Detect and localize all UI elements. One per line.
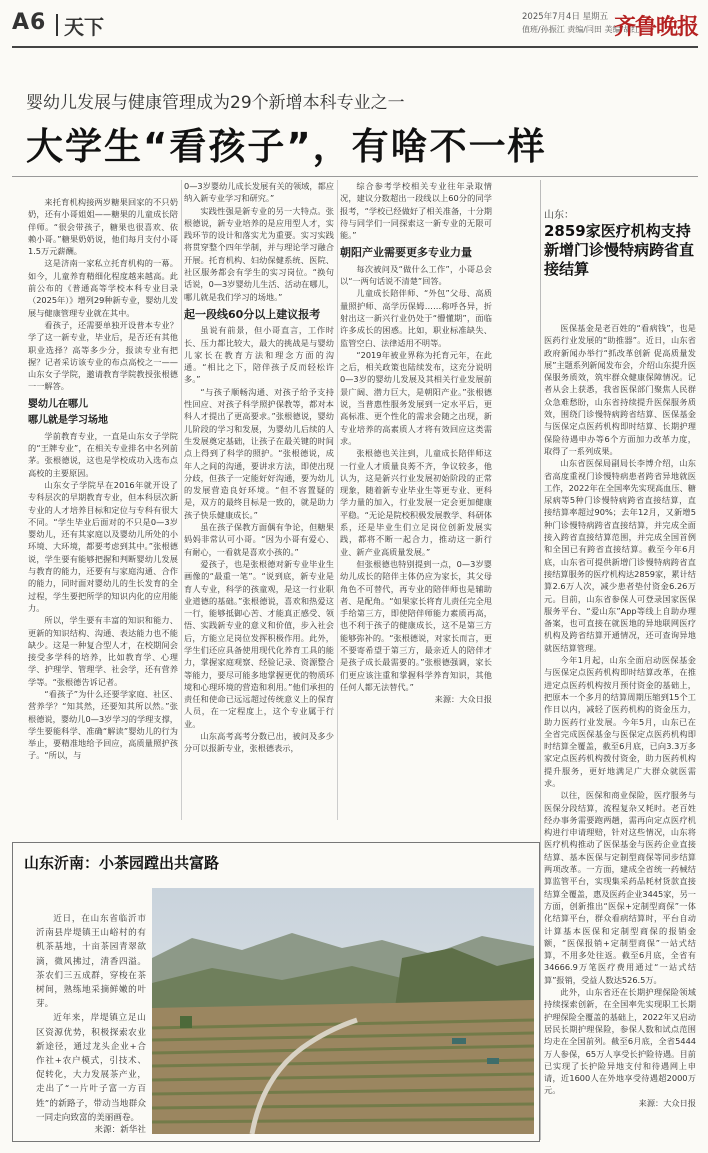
paragraph: 山东省医保局副局长李博介绍，山东省高度重视门诊慢特病患者跨省异地就医工作，2022年在全国率先实现高血压、糖尿病等5种门诊慢特病跨省直接结算，直接结算率超过90%；去年12月，又新增5种门诊慢特病跨省直接结算，并完成全面接入跨省直接结算范围，并完成全国首例和全国已有跨省直接结算。截至今年6月底，山东省可提供新增门诊慢特病跨省直接结算服务的医疗机构达2859家，累计结算2.6万人次，减少患者垫付资金6.26万元。目前，山东省参保人可登录国家医保服务平台、“爱山东”App等线上自助办理备案，也可直接在就医地的异地联网医疗机构及跨省结算开通情况，还可查询异地就医结算管理。 xyxy=(544,458,696,653)
article-source: 来源：大众日报 xyxy=(638,1097,696,1108)
side-article-body xyxy=(544,322,696,1109)
paragraph: 每次被问及“做什么工作”，小哥总会以“一两句话说不清楚”回答。 xyxy=(340,263,492,287)
paragraph: 虽说有前景，但小哥直言，工作时长、压力都比较大，最大的挑战是与婴幼儿家长在教育方法和理念方面的沟通。“相比之下，陪伴孩子反而轻松许多。” xyxy=(184,325,334,385)
paragraph: 爱孩子，也是张根德对新专业毕业生画像的“最重一笔”。“说到底，新专业是育人专业，科学的孩童观，是这一行业职业道德的基础。”张根德说，喜欢和热爱这一行，能够抵御心苦、才能真正感受、领悟、实践新专业的意义和价值，步入社会后，方能立足岗位发挥积极作用。此外，学生们还应具备使用现代化养育工具的能力，掌握家庭观察、经验记录、资源整合等能力，要尽可能多地掌握更优的物质环境和心理环境的营造和利用。”他们承担的责任和使命已远远超过传统意义上的保育人员，在一定程度上，这个专业属于行业。 xyxy=(184,558,334,729)
paragraph: 今年1月起，山东全面启动医保基金与医保定点医药机构即时结算改革，在推进定点医药机构按月预付资金的基础上，把原本一个多月的结算周期压缩到15个工作日以内，减轻了医药机构的资金压力，助力医药行业发展。今年5月，山东已在全省完成医保基金与医保定点医药机构即时结算全覆盖，截至6月底，已向3.3万多家定点医药机构拨付资金，助力医药机构提升服务，更好地满足广大群众就医需求。 xyxy=(544,655,696,788)
paragraph: 山东女子学院早在2016年就开设了专科层次的早期教育专业，但本科层次新专业的人才培养目标和定位与专科有很大不同。“学生毕业后面对的不只是0—3岁婴幼儿，还有其家庭以及婴幼儿所处的小环境、大环境，都要考虑到其中。”张根德说，学生要有能够把握和判断婴幼儿发展与教育的能力，还要有与家庭沟通、合作的能力，同时面对婴幼儿的生长发育的全过程，学生要把所学的知识内化的应用能力。 xyxy=(28,479,178,613)
article-column-2 xyxy=(184,180,334,755)
side-article-title: 2859家医疗机构支持新增门诊慢特病跨省直接结算 xyxy=(544,222,695,278)
article-column-1 xyxy=(28,196,178,762)
editor-credits: 值班/孙振江 责编/闫田 美编/胡红 xyxy=(522,25,640,34)
paragraph: 以往，医保和商业保险，医疗服务与医保分段结算，流程复杂又耗时。老百姓经办事务需要跑两趟，需再向定点医疗机构进行申请理赔，针对这些情况，山东将医疗机构推动了医保基金与医药企业直接结算、基本医保与定制型商保等同步结算两项改革。一方面，建成全省统一药械结算监管平台，实现集采药品耗材货款直接结算全覆盖，惠及医药企业3445家，另一方面，创新推出“医保+定制型商保”一体化结算平台，群众看病结算时，平台自动计算基本医保和定制型商保的报销金额，“医保报销+定制型商保”一站式结算，不用多处往返。截至6月底，全省有34666.9万笔医疗费用通过“一站式结算”报销，受益人数达526.5万。 xyxy=(544,790,696,985)
paragraph: 近年来，岸堤镇立足山区资源优势，积极探索农业新途径，通过龙头企业+合作社+农户模式，引技术、促转化，大力发展茶产业，走出了“一片叶子富一方百姓”的新路子，带动当地群众一同走向致富的美丽画卷。 xyxy=(36,1013,146,1123)
paragraph: 近日，在山东省临沂市沂南县岸堤镇王山峪村的有机茶基地，十亩茶园青翠欲滴，微风拂过，清香四溢。茶农们三五成群，穿梭在茶树间，熟练地采摘鲜嫩的叶芽。 xyxy=(36,914,146,1010)
paragraph: “2019年被业界称为托育元年，在此之后，相关政策也陆续发布，这充分说明0—3岁的婴幼儿发展及其相关行业发展前景广阔、潜力巨大，是朝阳产业。”张根德说，当普惠性服务发展到一定水平后，更高标准、更个性化的需求会随之出现，新专业培养的高素质人才将有效回应这类需求。 xyxy=(340,349,492,446)
paragraph: 0—3岁婴幼儿成长发展有关的领域，都应纳入新专业学习和研究。” xyxy=(184,181,334,204)
paragraph: 此外，山东省还在长期护理保险领域持续探索创新，在全国率先实现职工长期护理保险全覆盖的基础上，2022年又启动居民长期护理保险，参保人数和试点范围均走在全国前列。截至6月底，全省5444万人参保，65万人享受长护险待遇。目前已实现了长护险异地支付和待遇网上申请，近1600人在外地享受待遇超2000万元。 xyxy=(544,987,696,1096)
article-headline: 大学生“看孩子”，有啥不一样 xyxy=(26,125,547,168)
issue-date: 2025年7月4日 星期五 xyxy=(522,12,609,22)
paragraph: 医保基金是老百姓的“看病钱”，也是医药行业发展的“助推器”。近日，山东省政府新闻办举行“抓改革创新 促高质量发展”主题系列新闻发布会，介绍山东提升医保服务质效，筑牢群众健康保障情况。记者从会上获悉，我省医保部门聚焦人民群众急难愁盼，山东省持续提升医保服务质效，围绕门诊慢特病跨省结算、医保基金与医保定点医药机构即时结算、长期护理保险待遇申办等6个方面加力改革力度，取得了一系列成果。 xyxy=(544,323,696,456)
photo-feature-caption xyxy=(36,912,146,1125)
paragraph: “与孩子顺畅沟通、对孩子给予支持性回应、对孩子科学照护保教等，都对本科人才提出了更高要求。”张根德说，婴幼儿阶段的学习和发展，为婴幼儿后续的人生发展奠定基础，让孩子在最关键的时间点上得到了科学的照护。“张根德说，成年人之间的沟通，要讲求方法，即使出现分歧，但孩子一定能好好沟通，要为幼儿的发展营造良好环境。“但不容置疑的是，双方的最终目标是一致的，就是助力孩子快乐健康成长。” xyxy=(184,386,334,520)
paper-logo: 齐鲁晚报 xyxy=(614,14,699,40)
sidebar-divider xyxy=(540,180,541,1140)
subheading: 婴幼儿在哪儿 xyxy=(28,398,88,410)
paragraph: 张根德也关注到，儿童成长陪伴师这一行业人才质量良莠不齐，争议较多，他认为，这是新兴行业发展初始阶段的正常现象，随着新专业毕业生等更专业、更科学力量的加入，行业发展一定会更加健康平稳。“无论是院校积极发展教学、科研体系，还是毕业生们立足岗位创新发展实践，都将不断一起合力，推动这一新行业、新产业高质量发展。” xyxy=(340,448,492,557)
tea-garden-photo xyxy=(152,888,534,1134)
paragraph: 实践性强是新专业的另一大特点。张根德说，新专业培养的是应用型人才，实践环节的设计和落实尤为重要。实习实践将贯穿整个四年学制，并与理论学习融合开展。托育机构、妇幼保健系统、医院、社区服务都会有学生的实习岗位。“换句话说，0—3岁婴幼儿生活、活动在哪儿，哪儿就是我们学习的场地。” xyxy=(184,205,334,302)
article-column-3 xyxy=(340,180,492,705)
paragraph: 山东高考高考分数已出，被问及多少分可以报新专业，张根德表示， xyxy=(184,731,334,754)
paragraph: 这是济南一家私立托育机构的一幕。如今，儿童养育精细化程度越来越高。此前公布的《普通高等学校本科专业目录（2025年）》增列29种新专业，婴幼儿发展与健康管理专业就在其中。 xyxy=(28,258,178,318)
paragraph: 来托育机构接两岁糖果回家的不只奶奶，还有小哥姐姐——糖果的儿童成长陪伴师。“很会带孩子，糖果也很喜欢、依赖小哥。”糖果奶奶说，他们每月支付小哥1.5万元薪酬。 xyxy=(28,197,178,257)
paragraph: 综合参考学校相关专业往年录取情况，建议分数超出一段线以上60分的同学报考，“学校已经做好了相关准备，十分期待与同学们一同探索这一新专业的无限可能。” xyxy=(340,181,492,241)
paragraph: 但张根德也特别提到一点，0—3岁婴幼儿成长的陪伴主体仍应为家长，其父母角色不可替代，再专业的陪伴师也是辅助者、是配角。“如果家长将育儿责任完全甩手给第三方，即使陪伴师能力素质再高，也不利于孩子的健康成长，这不是第三方能够弥补的。“张根德说，对家长而言，更不要寄希望于第三方，最亲近人的陪伴才是孩子成长最需要的。”张根德强调，家长们更应该注重和掌握科学养育知识，其他任何人都无法替代。” xyxy=(340,558,492,692)
page-number: A6 xyxy=(12,10,47,35)
paragraph: 儿童成长陪伴师、“外包”父母、高质量照护师、高学历保姆……称呼各异，折射出这一新兴行业仍处于“懵懂期”，面临许多成长的困惑。比如，职业标准缺失、监管空白、法律适用不明等。 xyxy=(340,288,492,348)
subheading: 朝阳产业需要更多专业力量 xyxy=(340,246,472,260)
paragraph: “看孩子”为什么还要学家庭、社区、营养学？“知其然，还要知其所以然。”张根德说，婴幼儿0—3岁学习的学理支撑，学生要能科学、准确“解读”婴幼儿的行为举止，要精准地给予回应，高质量照护孩子。“所以，与 xyxy=(28,688,178,761)
paragraph: 看孩子，还需要单独开设普本专业？学了这一新专业，毕业后，是否还有其他职业选择？高等多少分，报读专业有把握？记者采访该专业的布点高校之一——山东女子学院，邀请教育学院教授张根德一一解答。 xyxy=(28,319,178,392)
paragraph: 虽在孩子保教方面偶有争论，但糖果妈妈非常认可小哥。“因为小哥有爱心、有耐心，一看就是喜欢小孩的。” xyxy=(184,522,334,557)
masthead xyxy=(0,0,708,48)
paragraph: 学前教育专业，一直是山东女子学院的“王牌专业”，在相关专业排名中名列前茅。张根德说，这也是学校成功入选布点高校的主要原因。 xyxy=(28,430,178,478)
section-name: 天下 xyxy=(64,15,104,39)
masthead-rule xyxy=(12,46,698,48)
photo-feature-title: 山东沂南：小茶园蹚出共富路 xyxy=(24,854,220,872)
masthead-divider xyxy=(56,14,58,36)
paragraph: 所以，学生要有丰富的知识和能力、更新的知识结构、沟通、表达能力也不能缺少。这是一种复合型人才，在校期间会接受多学科的培养，比如教育学、心理学、护理学、管理学、社会学，还有营养学等。“张根德告诉记者。 xyxy=(28,615,178,687)
subheading: 哪儿就是学习场地 xyxy=(28,414,108,426)
column-divider xyxy=(337,180,338,820)
column-divider xyxy=(181,180,182,820)
subheading: 起一段线60分以上建议报考 xyxy=(184,307,321,321)
article-kicker: 婴幼儿发展与健康管理成为29个新增本科专业之一 xyxy=(26,93,405,113)
side-article-location: 山东： xyxy=(544,210,574,221)
article-source: 来源：大众日报 xyxy=(434,694,492,705)
headline-rule xyxy=(12,176,698,177)
photo-feature-source: 来源：新华社 xyxy=(94,1125,146,1135)
